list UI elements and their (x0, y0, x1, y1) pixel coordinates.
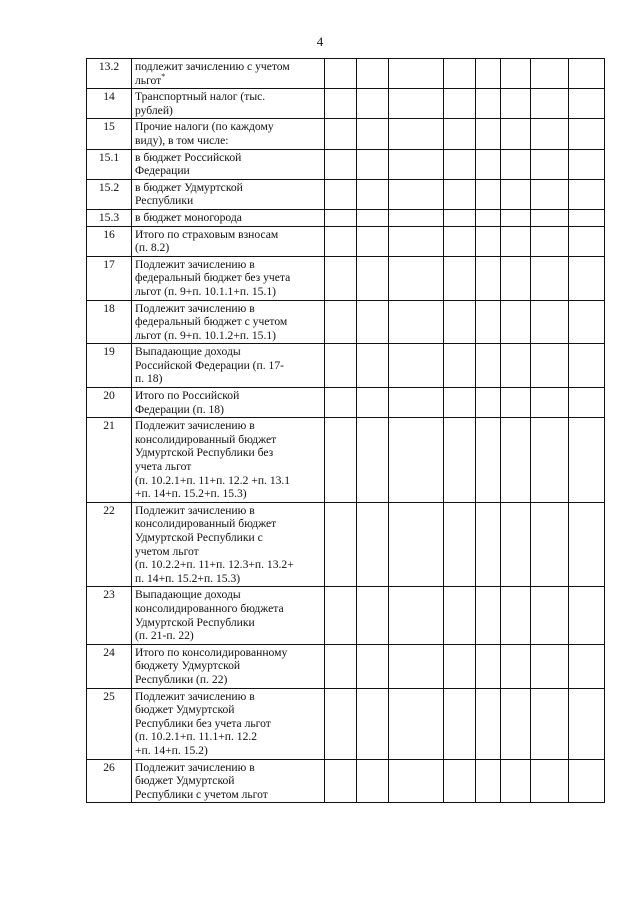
value-cell (389, 759, 444, 803)
value-cell (357, 587, 389, 644)
value-cell (476, 587, 501, 644)
value-cell (444, 418, 476, 503)
value-cell (476, 179, 501, 209)
value-cell (444, 89, 476, 119)
value-cell (357, 502, 389, 587)
value-cell (569, 59, 605, 89)
table-row (87, 587, 605, 644)
value-cell (531, 179, 569, 209)
row-number: 20 (87, 388, 132, 418)
value-cell (531, 256, 569, 300)
row-number: 13.2 (87, 59, 132, 89)
value-cell (476, 209, 501, 226)
value-cell (531, 502, 569, 587)
value-cell (569, 226, 605, 256)
value-cell (389, 688, 444, 759)
row-label: Подлежит зачислению в консолидированный бюджет Удмуртской Республики с учетом льгот (п. 10.2.2+п. 11+п. 12.3+п. 13.2+ п. 14+п. 15.2+п. 15.3) (135, 503, 294, 585)
table-row (87, 149, 605, 179)
table-row (87, 759, 605, 803)
value-cell (476, 388, 501, 418)
value-cell (357, 688, 389, 759)
row-label-cell (132, 759, 325, 803)
value-cell (476, 226, 501, 256)
row-label: подлежит зачислению с учетом льгот (135, 60, 290, 87)
value-cell (501, 209, 531, 226)
value-cell (476, 344, 501, 388)
row-label: в бюджет моногорода (135, 210, 242, 224)
value-cell (444, 587, 476, 644)
value-cell (476, 300, 501, 344)
value-cell (389, 388, 444, 418)
value-cell (325, 759, 357, 803)
value-cell (501, 644, 531, 688)
value-cell (325, 587, 357, 644)
value-cell (444, 209, 476, 226)
value-cell (476, 149, 501, 179)
value-cell (357, 256, 389, 300)
value-cell (569, 179, 605, 209)
row-label-cell (132, 587, 325, 644)
value-cell (444, 256, 476, 300)
value-cell (389, 587, 444, 644)
row-label-cell (132, 89, 325, 119)
value-cell (444, 344, 476, 388)
value-cell (325, 179, 357, 209)
row-label-cell (132, 688, 325, 759)
value-cell (389, 256, 444, 300)
value-cell (357, 209, 389, 226)
row-number: 17 (87, 256, 132, 300)
value-cell (444, 226, 476, 256)
value-cell (501, 119, 531, 149)
value-cell (501, 688, 531, 759)
row-number: 15 (87, 119, 132, 149)
value-cell (501, 587, 531, 644)
row-label-cell (132, 502, 325, 587)
value-cell (476, 59, 501, 89)
value-cell (389, 344, 444, 388)
value-cell (569, 119, 605, 149)
value-cell (501, 759, 531, 803)
value-cell (501, 344, 531, 388)
value-cell (476, 688, 501, 759)
row-number: 19 (87, 344, 132, 388)
row-label: Выпадающие доходы консолидированного бюджета Удмуртской Республики (п. 21-п. 22) (135, 588, 284, 643)
value-cell (357, 179, 389, 209)
value-cell (476, 89, 501, 119)
value-cell (325, 59, 357, 89)
value-cell (357, 89, 389, 119)
value-cell (444, 644, 476, 688)
value-cell (569, 644, 605, 688)
value-cell (531, 418, 569, 503)
value-cell (325, 688, 357, 759)
value-cell (569, 759, 605, 803)
value-cell (325, 226, 357, 256)
value-cell (569, 149, 605, 179)
row-label-cell (132, 418, 325, 503)
value-cell (444, 179, 476, 209)
row-label: Подлежит зачислению в федеральный бюджет с учетом льгот (п. 9+п. 10.1.2+п. 15.1) (135, 301, 288, 342)
table-row (87, 209, 605, 226)
row-label: Подлежит зачислению в консолидированный бюджет Удмуртской Республики без учета льгот (п. 10.2.1+п. 11+п. 12.2 +п. 13.1 +п. 14+п. 15.2+п. 15.3) (135, 419, 291, 501)
footnote-marker: * (161, 71, 166, 81)
value-cell (325, 644, 357, 688)
value-cell (389, 59, 444, 89)
table-row (87, 119, 605, 149)
row-label: в бюджет Удмуртской Республики (135, 180, 243, 208)
value-cell (569, 388, 605, 418)
row-label: Подлежит зачислению в бюджет Удмуртской Республики без учета льгот (п. 10.2.1+п. 11.1+п. 12.2 +п. 14+п. 15.2) (135, 689, 271, 757)
row-number: 25 (87, 688, 132, 759)
value-cell (531, 89, 569, 119)
row-label: Подлежит зачислению в бюджет Удмуртской Республики с учетом льгот (135, 760, 268, 801)
value-cell (444, 759, 476, 803)
value-cell (389, 89, 444, 119)
value-cell (569, 89, 605, 119)
row-number: 22 (87, 502, 132, 587)
page-number: 4 (316, 34, 324, 49)
value-cell (531, 59, 569, 89)
table-row (87, 179, 605, 209)
table-row (87, 502, 605, 587)
value-cell (325, 119, 357, 149)
row-label-cell (132, 59, 325, 89)
value-cell (444, 119, 476, 149)
budget-table (86, 58, 605, 803)
row-number: 14 (87, 89, 132, 119)
row-number: 15.1 (87, 149, 132, 179)
row-label-cell (132, 644, 325, 688)
table-body (87, 59, 605, 803)
value-cell (389, 209, 444, 226)
value-cell (389, 300, 444, 344)
row-label-cell (132, 226, 325, 256)
value-cell (325, 89, 357, 119)
row-label-cell (132, 119, 325, 149)
row-label-cell (132, 344, 325, 388)
value-cell (325, 256, 357, 300)
value-cell (476, 502, 501, 587)
row-label: Итого по Российской Федерации (п. 18) (135, 389, 240, 416)
value-cell (357, 226, 389, 256)
value-cell (325, 388, 357, 418)
value-cell (569, 344, 605, 388)
value-cell (357, 119, 389, 149)
value-cell (389, 502, 444, 587)
value-cell (476, 418, 501, 503)
value-cell (531, 688, 569, 759)
value-cell (444, 59, 476, 89)
row-label: Выпадающие доходы Российской Федерации (п. 17- п. 18) (135, 345, 285, 386)
value-cell (531, 644, 569, 688)
value-cell (357, 644, 389, 688)
value-cell (569, 209, 605, 226)
row-label-cell (132, 209, 325, 226)
value-cell (444, 300, 476, 344)
row-label-cell (132, 300, 325, 344)
value-cell (389, 149, 444, 179)
value-cell (325, 344, 357, 388)
value-cell (325, 149, 357, 179)
row-label: Прочие налоги (по каждому виду), в том числе: (135, 120, 274, 147)
value-cell (531, 226, 569, 256)
row-label-cell (132, 179, 325, 209)
table-row (87, 256, 605, 300)
value-cell (389, 644, 444, 688)
table-row (87, 89, 605, 119)
value-cell (357, 344, 389, 388)
row-label: Транспортный налог (тыс. рублей) (135, 90, 266, 117)
value-cell (501, 179, 531, 209)
row-number: 21 (87, 418, 132, 503)
table-row (87, 688, 605, 759)
value-cell (531, 209, 569, 226)
value-cell (325, 300, 357, 344)
value-cell (531, 119, 569, 149)
value-cell (531, 149, 569, 179)
value-cell (501, 502, 531, 587)
value-cell (476, 759, 501, 803)
value-cell (569, 300, 605, 344)
row-number: 16 (87, 226, 132, 256)
value-cell (501, 300, 531, 344)
table-row (87, 226, 605, 256)
value-cell (357, 300, 389, 344)
value-cell (325, 502, 357, 587)
value-cell (501, 89, 531, 119)
row-label: Итого по страховым взносам (п. 8.2) (135, 227, 279, 255)
table-row (87, 300, 605, 344)
table-row (87, 644, 605, 688)
value-cell (569, 688, 605, 759)
value-cell (501, 59, 531, 89)
value-cell (531, 300, 569, 344)
value-cell (501, 418, 531, 503)
value-cell (444, 388, 476, 418)
value-cell (531, 388, 569, 418)
value-cell (476, 644, 501, 688)
value-cell (531, 344, 569, 388)
row-label-cell (132, 256, 325, 300)
value-cell (569, 587, 605, 644)
value-cell (501, 149, 531, 179)
row-label-cell (132, 388, 325, 418)
value-cell (531, 587, 569, 644)
value-cell (325, 209, 357, 226)
value-cell (357, 149, 389, 179)
value-cell (569, 256, 605, 300)
value-cell (357, 59, 389, 89)
value-cell (444, 149, 476, 179)
value-cell (531, 759, 569, 803)
value-cell (389, 226, 444, 256)
row-number: 26 (87, 759, 132, 803)
row-number: 24 (87, 644, 132, 688)
row-number: 15.3 (87, 209, 132, 226)
row-number: 15.2 (87, 179, 132, 209)
value-cell (501, 256, 531, 300)
value-cell (357, 388, 389, 418)
value-cell (389, 179, 444, 209)
value-cell (501, 388, 531, 418)
value-cell (389, 418, 444, 503)
table-row (87, 418, 605, 503)
row-label: Подлежит зачислению в федеральный бюджет без учета льгот (п. 9+п. 10.1.1+п. 15.1) (135, 257, 291, 298)
table-row (87, 344, 605, 388)
value-cell (501, 226, 531, 256)
row-number: 23 (87, 587, 132, 644)
row-number: 18 (87, 300, 132, 344)
table-row (87, 59, 605, 89)
row-label: Итого по консолидированному бюджету Удмуртской Республики (п. 22) (135, 645, 288, 686)
table-row (87, 388, 605, 418)
value-cell (444, 502, 476, 587)
value-cell (357, 418, 389, 503)
value-cell (444, 688, 476, 759)
value-cell (325, 418, 357, 503)
value-cell (476, 119, 501, 149)
value-cell (569, 502, 605, 587)
row-label: в бюджет Российской Федерации (135, 150, 242, 178)
value-cell (476, 256, 501, 300)
value-cell (357, 759, 389, 803)
value-cell (389, 119, 444, 149)
value-cell (569, 418, 605, 503)
row-label-cell (132, 149, 325, 179)
